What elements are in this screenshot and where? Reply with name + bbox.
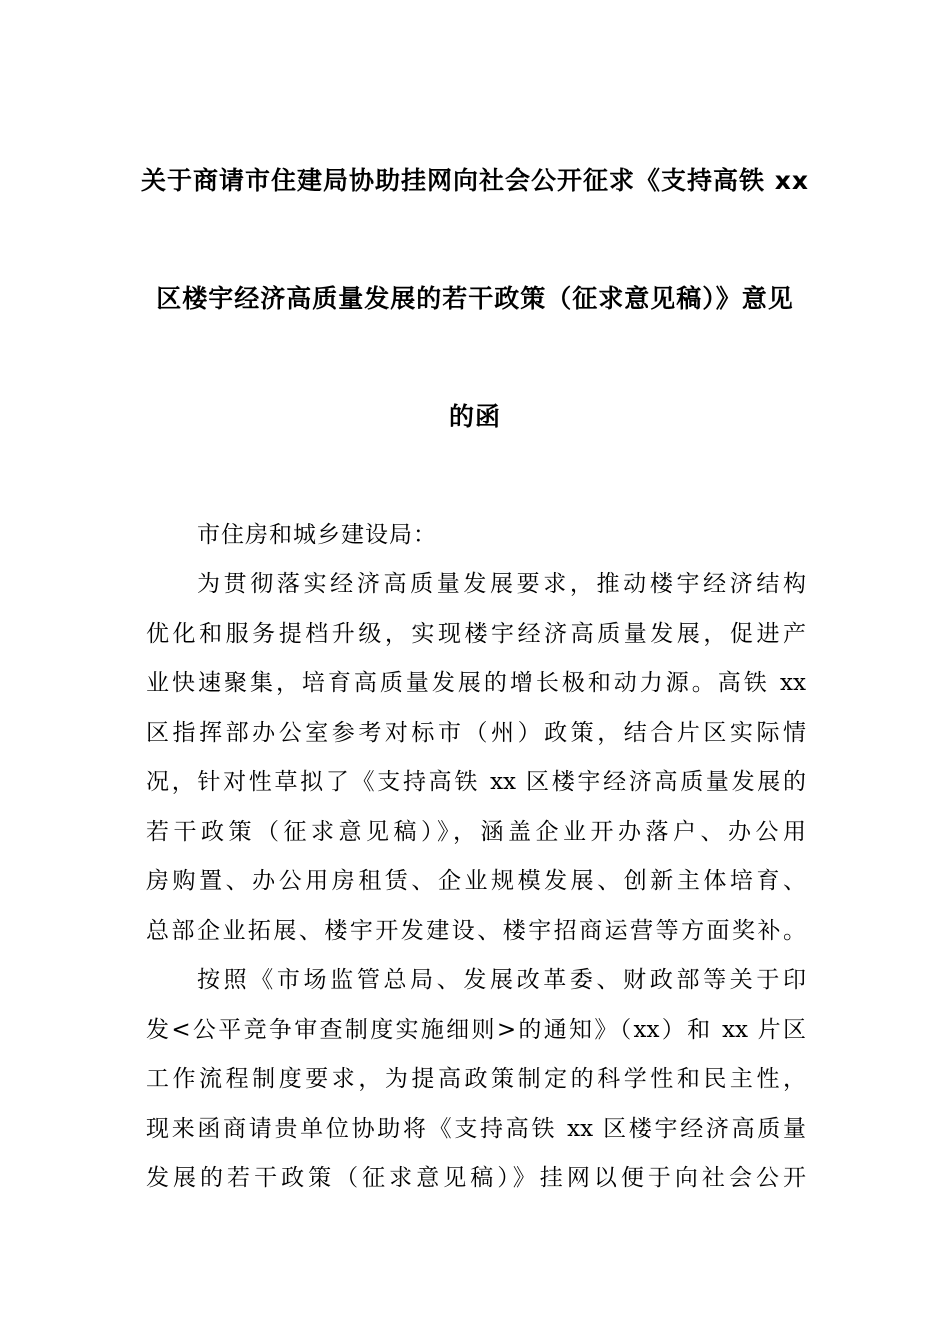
paragraph-1-line: 总部企业拓展、楼宇开发建设、楼宇招商运营等方面奖补。 — [146, 918, 806, 944]
salutation: 市住房和城乡建设局： — [197, 522, 437, 548]
paragraph-1-line: 区指挥部办公室参考对标市（州）政策，结合片区实际情 — [146, 720, 806, 746]
paragraph-1-line: 优化和服务提档升级，实现楼宇经济高质量发展，促进产 — [146, 621, 806, 647]
document-title-line-1: 关于商请市住建局协助挂网向社会公开征求《支持高铁 xx — [141, 166, 809, 195]
document-title-line-3: 的函 — [448, 402, 501, 431]
paragraph-1-line: 为贯彻落实经济高质量发展要求，推动楼宇经济结构 — [197, 571, 806, 597]
paragraph-2-line: 工作流程制度要求，为提高政策制定的科学性和民主性， — [146, 1066, 806, 1092]
paragraph-1-line: 业快速聚集，培育高质量发展的增长极和动力源。高铁 xx — [146, 670, 806, 696]
paragraph-2-line: 发展的若干政策（征求意见稿）》挂网以便于向社会公开 — [146, 1165, 806, 1191]
paragraph-2-line: 发<公平竞争审查制度实施细则>的通知》（xx）和 xx 片区 — [146, 1017, 806, 1043]
paragraph-1-line: 若干政策（征求意见稿）》，涵盖企业开办落户、办公用 — [146, 819, 806, 845]
paragraph-2-line: 现来函商请贵单位协助将《支持高铁 xx 区楼宇经济高质量 — [146, 1116, 806, 1142]
paragraph-1-line: 况，针对性草拟了《支持高铁 xx 区楼宇经济高质量发展的 — [146, 769, 806, 795]
paragraph-1-line: 房购置、办公用房租赁、企业规模发展、创新主体培育、 — [146, 868, 806, 894]
paragraph-2-line: 按照《市场监管总局、发展改革委、财政部等关于印 — [197, 967, 806, 993]
document-title-line-2: 区楼宇经济高质量发展的若干政策（征求意见稿）》意见 — [156, 284, 794, 313]
